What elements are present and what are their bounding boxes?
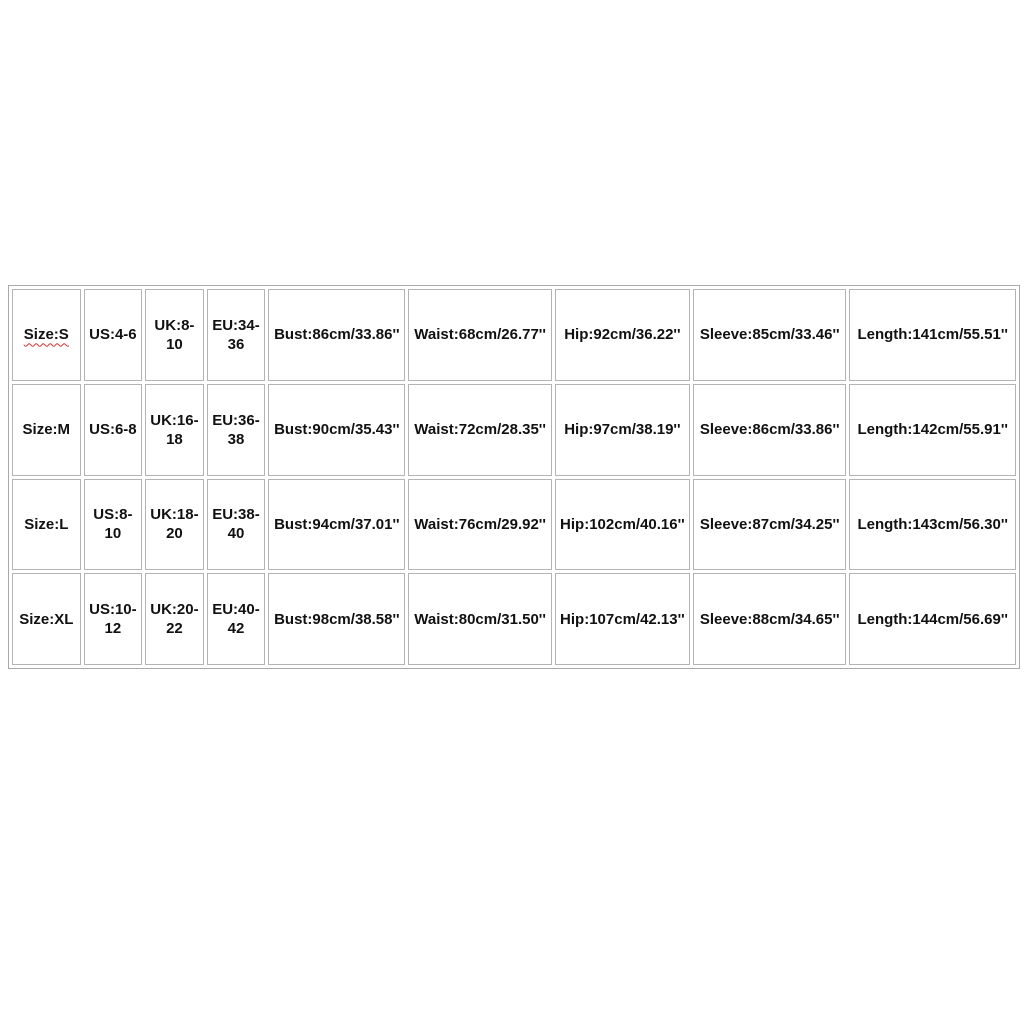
sleeve-cell: Sleeve:87cm/34.25'': [693, 479, 846, 571]
bust-cell: Bust:94cm/37.01'': [268, 479, 405, 571]
bust-cell: Bust:86cm/33.86'': [268, 289, 405, 381]
bust-cell: Bust:98cm/38.58'': [268, 573, 405, 665]
size-cell: Size:XL: [12, 573, 81, 665]
us-size-cell: US:8- 10: [84, 479, 143, 571]
size-cell: Size:L: [12, 479, 81, 571]
eu-size-cell: EU:34- 36: [207, 289, 266, 381]
size-cell: Size:S: [12, 289, 81, 381]
sleeve-cell: Sleeve:85cm/33.46'': [693, 289, 846, 381]
eu-size-cell: EU:36- 38: [207, 384, 266, 476]
length-cell: Length:142cm/55.91'': [849, 384, 1016, 476]
hip-cell: Hip:107cm/42.13'': [555, 573, 690, 665]
table-row: [12, 479, 1016, 571]
uk-size-cell: UK:18- 20: [145, 479, 204, 571]
eu-size-cell: EU:38- 40: [207, 479, 266, 571]
waist-cell: Waist:72cm/28.35'': [408, 384, 551, 476]
size-cell: Size:M: [12, 384, 81, 476]
table-row: [12, 384, 1016, 476]
waist-cell: Waist:76cm/29.92'': [408, 479, 551, 571]
sleeve-cell: Sleeve:86cm/33.86'': [693, 384, 846, 476]
uk-size-cell: UK:8- 10: [145, 289, 204, 381]
us-size-cell: US:4-6: [84, 289, 143, 381]
hip-cell: Hip:102cm/40.16'': [555, 479, 690, 571]
uk-size-cell: UK:16- 18: [145, 384, 204, 476]
uk-size-cell: UK:20- 22: [145, 573, 204, 665]
length-cell: Length:144cm/56.69'': [849, 573, 1016, 665]
us-size-cell: US:10- 12: [84, 573, 143, 665]
size-chart-table: [8, 285, 1020, 669]
eu-size-cell: EU:40- 42: [207, 573, 266, 665]
table-row: [12, 289, 1016, 381]
table-row: [12, 573, 1016, 665]
waist-cell: Waist:80cm/31.50'': [408, 573, 551, 665]
hip-cell: Hip:92cm/36.22'': [555, 289, 690, 381]
waist-cell: Waist:68cm/26.77'': [408, 289, 551, 381]
hip-cell: Hip:97cm/38.19'': [555, 384, 690, 476]
length-cell: Length:141cm/55.51'': [849, 289, 1016, 381]
bust-cell: Bust:90cm/35.43'': [268, 384, 405, 476]
sleeve-cell: Sleeve:88cm/34.65'': [693, 573, 846, 665]
length-cell: Length:143cm/56.30'': [849, 479, 1016, 571]
us-size-cell: US:6-8: [84, 384, 143, 476]
